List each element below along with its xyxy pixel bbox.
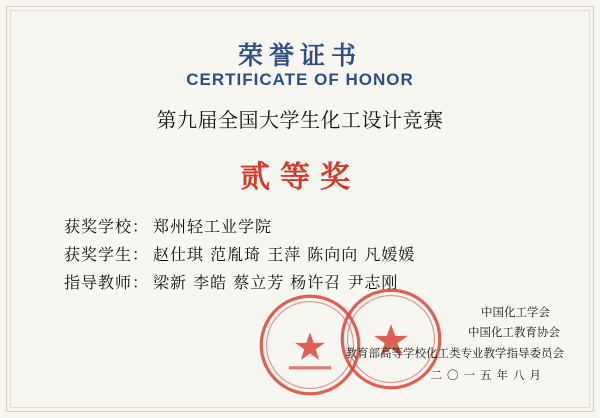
school-value: 郑州轻工业学院 — [153, 217, 273, 236]
school-label: 获奖学校： — [64, 217, 150, 236]
award-level: 贰等奖 — [240, 160, 360, 195]
students-label: 获奖学生： — [64, 245, 150, 264]
school-line — [64, 214, 272, 237]
signature-org-2: 中国化工教育协会 — [468, 325, 560, 339]
certificate-title-cn: 荣誉证书 — [237, 41, 362, 70]
advisors-label: 指导教师： — [64, 273, 150, 292]
signature-org-1: 中国化工学会 — [481, 305, 550, 319]
competition-name: 第九届全国大学生化工设计竞赛 — [156, 108, 444, 132]
signature-org-3: 教育部高等学校化工类专业教学指导委员会 — [345, 346, 564, 360]
students-line — [64, 242, 415, 265]
issue-date: 二〇一五年八月 — [430, 368, 546, 382]
students-value: 赵仕琪 范胤琦 王萍 陈向向 凡媛媛 — [153, 245, 416, 264]
advisors-value: 梁新 李皓 蔡立芳 杨许召 尹志刚 — [153, 273, 399, 292]
certificate-title-en: CERTIFICATE OF HONOR — [186, 70, 414, 89]
seal-right-icon — [338, 286, 444, 392]
